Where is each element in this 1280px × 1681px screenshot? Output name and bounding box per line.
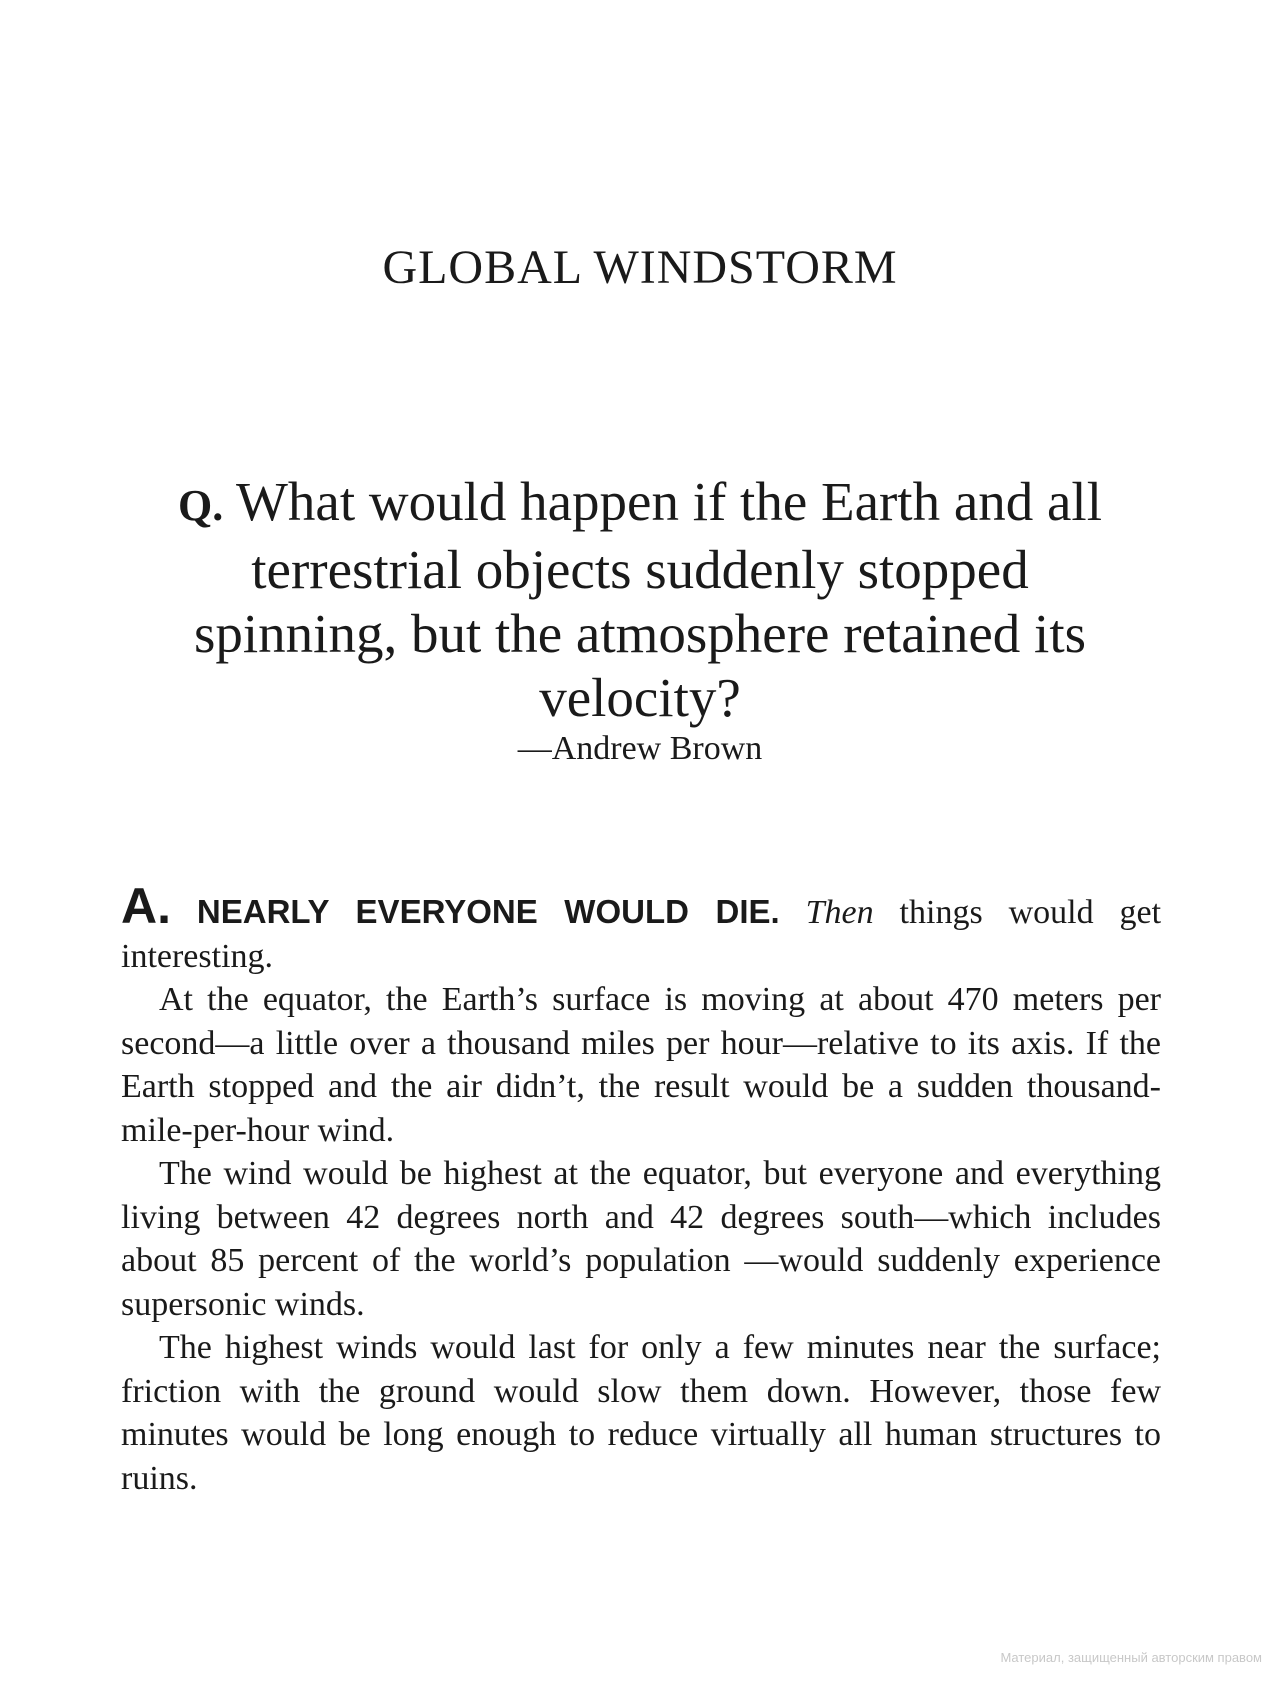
copyright-watermark: Материал, защищенный авторским правом — [1000, 1650, 1262, 1665]
answer-marker: A. — [121, 878, 171, 934]
answer-paragraph: The wind would be highest at the equator, but everyone and everything living between 42 degrees north and 42 degrees south—which includes about 85 percent of the world’s population —would suddenly experience supersonic winds. — [121, 1155, 1161, 1323]
question-block — [150, 470, 1130, 730]
answer-lead: NEARLY EVERYONE WOULD DIE. — [196, 893, 780, 930]
chapter-title: GLOBAL WINDSTORM — [382, 241, 898, 294]
answer-block — [121, 878, 1162, 1500]
answer-lead-paragraph — [121, 878, 1162, 978]
question-attribution: —Andrew Brown — [517, 730, 763, 767]
question-text: What would happen if the Earth and all terrestrial objects suddenly stopped spinning, but the atmosphere retained its velocity? — [193, 471, 1102, 728]
answer-paragraph: The highest winds would last for only a few minutes near the surface; friction with the ground would slow them down. However, those few minutes would be long enough to reduce virtually all human structures to ruins. — [121, 1329, 1161, 1497]
answer-lead-rest: things would get interesting. — [121, 894, 1162, 975]
answer-paragraph: At the equator, the Earth’s surface is moving at about 470 meters per second—a little over a thousand miles per hour—relative to its axis. If the Earth stopped and the air didn’t, the result would be a sudden thousand-mile-per-hour wind. — [121, 981, 1161, 1149]
answer-lead-italic: Then — [805, 894, 874, 931]
question-marker: Q. — [178, 481, 224, 530]
